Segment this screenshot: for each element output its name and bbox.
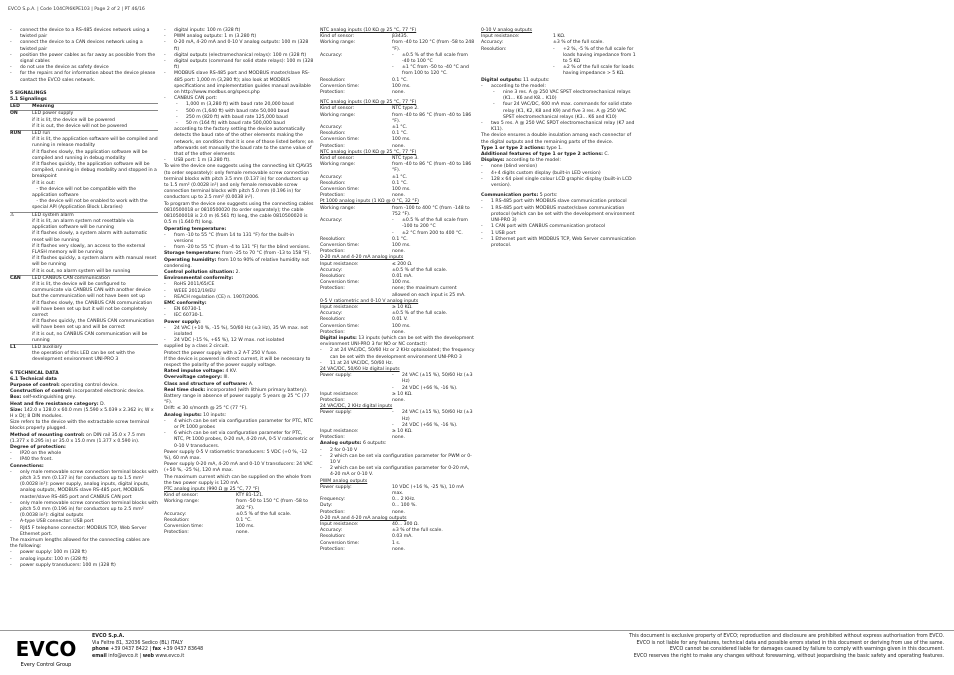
spec-heading: 0-5 V ratiometric and 0-10 V analog inputs	[320, 298, 419, 304]
spec-row: Accuracy: ±3 % of the full scale.	[481, 40, 604, 46]
ai-note: The maximum current which can be supplied on the whole from the two power supply is 120 mA.	[164, 474, 312, 486]
list-item: - REACH regulation (CE) n. 1907/2006.	[164, 295, 314, 301]
spec-row: Protection: none.	[320, 90, 405, 96]
lengths-intro: The maximum lengths allowed for the connecting cables are the following:	[10, 538, 150, 550]
column-4	[481, 28, 636, 249]
paragraph: To program the device one suggests using the connecting cables 0810500018 or 0810500020 (to order separately); the cable 0810500018 is 2.0 m (6.561 ft) long, the cable 0810500020 is 0.5 m (1.640 ft) long.	[164, 201, 314, 226]
analog-inputs: Analog inputs: 10 inputs:	[164, 412, 227, 418]
list-item: - from -10 to 55 °C (from 14 to 131 °F) for the built-in versions	[164, 233, 314, 245]
list-item: - connect the device to a RS-485 devices network using a twisted pair	[10, 28, 158, 40]
spec-row: Working range: from -40 to 86 °C (from -40 to 186 °F).	[320, 162, 472, 174]
tech-item: Size: 142.0 x 128.0 x 60.0 mm (5.590 x 5.039 x 2.362 in; W x H x D); 8 DIN modules.	[10, 407, 154, 419]
list-item: - digital inputs: 100 m (328 ft)	[164, 28, 314, 34]
list-item: - from -20 to 55 °C (from -4 to 131 °F) for the blind versions.	[164, 245, 314, 251]
list-item: - for the repairs and for information about the device please contact the EVCO sales network.	[10, 71, 158, 83]
spec-row: Working range: from -40 to 120 °C (from -58 to 248 °F).	[320, 40, 475, 52]
digital-inputs: Digital inputs: 13 inputs (which can be set with the development environment UNI-PRO 3 for NO or NC contact):	[320, 335, 474, 348]
tech-item: Size refers to the device with the extractable screw terminal blocks properly plugged.	[10, 420, 150, 432]
list-item: - IP40 the front.	[10, 457, 158, 463]
spec-row: Resolution: 0.1 °C.	[320, 180, 408, 186]
list-item: - 11 at 24 VAC/DC, 50/60 Hz.	[320, 361, 475, 367]
spec-group	[320, 392, 475, 404]
spec-row: Resolution: 0.01 V.	[320, 317, 408, 323]
spec-group	[320, 305, 475, 336]
list-item: - PWM analog outputs: 1 m (3.280 ft)	[164, 34, 314, 40]
list-item: - according to the model:	[481, 84, 636, 90]
paragraph: To wire the device one suggests using the connecting kit CJAV35 (to order separately): only female removable screw connection terminal blocks with pitch 3.5 mm (0.137 in) for conductors up to 1.5 mm² (0.0028 in²) and only female removable screw connection terminal blocks with pitch 5.0 mm (0.196 in) for conductors up to 2.5 mm² (0.0038 in²).	[164, 164, 313, 201]
tech-item: Degree of protection:	[10, 445, 66, 450]
spec-group	[320, 237, 475, 256]
analog-outputs: Analog outputs: 6 outputs:	[320, 441, 387, 447]
tech-item: Construction of control: incorporated electronic device.	[10, 389, 145, 395]
spec-group	[320, 106, 475, 149]
storage-temp: Storage temperature: from -25 to 70 °C (from -13 to 158 °F).	[164, 251, 311, 257]
list-item: - 2 at 24 VAC/DC, 50/60 Hz or 2 KHz optoisolated; the frequency can be set with the development environment UNI-PRO 3	[320, 348, 475, 360]
ptc-specs	[164, 493, 314, 536]
spec-row: Working range: from -100 to 400 °C (from -148 to 752 °F).	[320, 205, 470, 217]
list-item: - 1,000 m (3,280 ft) with baud rate 20,000 baud	[164, 102, 314, 108]
list-item: - 24 VAC (+10 %, -15 %), 50/60 Hz (±3 Hz), 35 VA max. not isolated	[164, 326, 314, 338]
power-note: If the device is powered in direct current, it will be necessary to respect the polarity of the power supply voltage.	[164, 356, 311, 368]
spec-row: Kind of sensor: NTC type 2.	[320, 106, 419, 112]
tech-item: Method of mounting control: on DIN rail 35.0 x 7.5 mm (1.377 x 0.295 in) or 35.0 x 15.0 mm (1.377 x 0.590 in).	[10, 432, 146, 444]
list-item: - 128 x 64 pixel single colour LCD graphic display (built-in LCD version).	[481, 177, 636, 189]
spec-row: Protection: none.	[320, 193, 405, 199]
company-address: EVCO S.p.A. Via Feltre 81, 32036 Sedico (BL) ITALY phone +39 0437 8422 | fax +39 0437 83648 email info@evco.it | web www.evco.it	[92, 634, 204, 659]
section-heading: 6 TECHNICAL DATA	[10, 370, 59, 376]
spec-row: Protection: none.	[320, 143, 405, 149]
led-row: CAN LED CANBUS CAN communication if it is lit, the device will be configured to communicate via CANBUS CAN with another device but the communication will not have been set up if it flashes slowly, the CANBUS CAN communication will have been set up but it will not be completely correct if it flashes quickly, the CANBUS CAN communication will have been set up and will be correct if it is out, no CANBUS CAN communication will be running	[10, 275, 158, 344]
spec-row: Frequency: 0... 2 KHz.	[320, 497, 416, 503]
spec-row: Resolution: 0.1 °C.	[320, 236, 408, 242]
led-row: ON LED power supply if it is lit, the device will be powered if it is out, the device will not be powered	[10, 110, 158, 130]
spec-row: Resolution: 0.01 mA.	[320, 273, 413, 279]
list-item: - two 5 res. A @ 250 VAC SPDT electromechanical relay (K7 and K11).	[481, 121, 636, 133]
spec-row: Conversion time: 1 s.	[320, 540, 401, 546]
spec-row: Protection: none; the maximum current allowed on each input is 25 mA.	[320, 286, 466, 298]
list-item: - MODBUS slave RS-485 port and MODBUS master/slave RS-485 port: 1,000 m (3,280 ft); also look at MODBUS specifications and implementation guides manual available on http://www.modbus.org/specs.php	[164, 71, 314, 96]
spec-row: Input resistance: 40... 300 Ω.	[320, 522, 419, 528]
list-item: - A-type USB connector: USB port	[10, 519, 158, 525]
overvoltage: Overvoltage category: III.	[164, 375, 229, 381]
spec-row: Conversion time: 100 ms.	[320, 280, 411, 286]
spec-group	[320, 156, 475, 199]
spec-row: Resolution: - +2 %, -5 % of the full scale for loads having impedance from 1 to 5 KΩ - ±2 % of the full scale for loads having impedance > 5 KΩ.	[481, 47, 636, 78]
list-item: - 4 which can be set via configuration parameter for PTC, NTC or Pt 1000 probes	[164, 419, 314, 431]
spec-row: Input resistance: ≥ 10 KΩ.	[320, 391, 413, 397]
spec-heading: NTC analog inputs (10 KΩ @ 25 °C, 77 °F)	[320, 149, 417, 155]
list-item: - 1 CAN port with CANBUS communication protocol	[481, 224, 636, 230]
spec-heading: PWM analog outputs	[320, 478, 368, 484]
list-item: - 2 which can be set via configuration parameter for PWM or 0-10 V	[320, 454, 475, 466]
list-item: - 0-20 mA, 4-20 mA and 0-10 V analog outputs: 100 m (328 ft)	[164, 40, 314, 52]
list-item: - USB port: 1 m (3.280 ft).	[164, 158, 314, 164]
spec-heading: 24 VAC/DC, 2 KHz digital inputs	[320, 404, 393, 410]
spec-row: Conversion time: 100 ms.	[320, 323, 411, 329]
ai-note: Power supply 0-20 mA, 4-20 mA and 0-10 V transducers: 24 VAC (+50 %, -25 %), 120 mA max.	[164, 462, 313, 474]
spec-row: Resolution: 0.1 °C.	[164, 518, 252, 524]
spec-row: Input resistance: ≥ 10 KΩ.	[320, 429, 413, 434]
list-item: - WEEE 2012/19/EU	[164, 289, 314, 295]
spec-row: Accuracy: ±3 % of the full scale.	[320, 528, 443, 534]
list-item: - 6 which can be set via configuration parameter for PTC, NTC, Pt 1000 probes, 0-20 mA, 4-20 mA, 0-5 V ratiometric or 0-10 V transducers.	[164, 431, 314, 450]
list-item: - only male removable screw connection terminal blocks with pitch 5.0 mm (0.196 in) for conductors up to 2.5 mm² (0.0038 in²): digital outputs	[10, 501, 158, 520]
spec-row: Conversion time: 100 ms.	[164, 524, 255, 530]
list-item: - digital outputs (electromechanical relays): 100 m (328 ft)	[164, 53, 314, 59]
power-note: Protect the power supply with a 2 A-T 250 V fuse.	[164, 350, 278, 356]
power-label: Power supply:	[164, 319, 201, 325]
spec-row: Input resistance: ≤ 200 Ω.	[320, 261, 413, 267]
spec-row: Conversion time: 100 ms.	[320, 137, 411, 143]
impulse: Rated impulse voltage: 4 KV.	[164, 369, 237, 375]
spec-row: Accuracy: ±1 °C.	[320, 125, 408, 131]
intro-list	[10, 28, 158, 84]
spec-row: Working range: from -40 to 86 °C (from -40 to 186 °F).	[320, 112, 472, 124]
footer-divider	[0, 630, 954, 631]
list-item: - IEC 60730-1.	[164, 313, 314, 319]
list-item: - 1 USB port	[481, 231, 636, 237]
ptc-heading: PTC analog inputs (990 Ω @ 25 °C, 77 °F)	[164, 487, 260, 493]
env-label: Environmental conformity:	[164, 276, 234, 282]
comm-ports: Communication ports: 5 ports:	[481, 193, 558, 199]
list-item: - four 24 VAC/DC, 600 mA max. commands for solid state relay (K1, K2, K8 and K9) and five 3 res. A @ 250 VAC SPST electromechanical relays (K3... K6 and K10)	[481, 102, 636, 121]
svg-text:EVCO: EVCO	[15, 638, 77, 661]
spec-row: Accuracy: ±0.5 % of the full scale.	[164, 511, 292, 517]
spec-row: Resolution: 0.1 °C.	[320, 77, 408, 83]
can-note: according to the factory setting the device automatically detects the baud rate of the other elements making the network, on condition that it is one of those listed before; on afterwards set manually the baud rate to the same value of that of the other elements	[174, 127, 314, 158]
do-note: The device ensures a double insulation among each connector of the digital outputs and the remaining parts of the device.	[481, 133, 632, 145]
action-features: Additional features of type 1 or type 2 actions: C.	[481, 152, 610, 158]
spec-group	[320, 34, 475, 53]
list-item: - 24 VDC (-15 %, +65 %), 12 W max. not isolated	[164, 338, 314, 344]
list-item: - 50 m (164 ft) with baud rate 500,000 baud	[164, 121, 314, 127]
list-item: - 1 RS-485 port with MODBUS master/slave communication protocol (which can be set with the development environment UNI-PRO 3)	[481, 206, 636, 225]
led-row: ⚠ LED system alarm if it is lit, an alarm system not resettable via application software will be running if it flashes slowly, a system alarm with automatic reset will be running if it flashes very slowly, an access to the external FLASH memory will be running if it flashes quickly, a system alarm with manual reset will be running if it is out, no alarm system will be running	[10, 212, 157, 274]
spec-row: Conversion time: 100 ms.	[320, 187, 411, 193]
spec-heading: NTC analog inputs (10 KΩ @ 25 °C, 77 °F)	[320, 28, 417, 33]
list-item: - RoHS 2011/65/CE	[164, 282, 314, 288]
page-header: EVCO S.p.A. | Code 104CPI6KPE103 | Page 2 of 2 | PT 46/16	[8, 7, 145, 12]
connections-label: Connections:	[10, 463, 44, 469]
column-1	[10, 28, 158, 569]
spec-heading: 0-10 V analog outputs	[481, 28, 533, 33]
spec-heading: 24 VAC/DC, 50/60 Hz digital inputs	[320, 366, 400, 372]
column-3	[320, 28, 475, 553]
list-item: - only male removable screw connection terminal blocks with pitch 3.5 mm (0.137 in) for conductors up to 1.5 mm² (0.0028 in²): power supply, analog inputs, digital inputs, analog outputs, MODBUS slave RS-485 port, MODBUS master/slave RS-485 port and CANBUS CAN port	[10, 470, 158, 501]
spec-row: Resolution: 0.03 mA.	[320, 534, 413, 540]
rtc-note: Drift: ≤ 30 s/month @ 25 °C (77 °F).	[164, 406, 248, 412]
spec-row: Power supply: 10 VDC (+16 %, -25 %), 10 mA max.	[320, 484, 464, 497]
spec-row: Accuracy: ±0.5 % of the full scale.	[320, 267, 448, 273]
spec-row: Protection: none.	[320, 249, 405, 255]
rtc: Real time clock: incorporated (with lithium primary battery).	[164, 387, 308, 393]
spec-row: Resolution: 0.1 °C.	[320, 131, 408, 137]
spec-row: Input resistance: ≥ 10 KΩ.	[320, 304, 413, 310]
tech-item: Heat and fire resistance category: D.	[10, 401, 106, 407]
evco-logo	[10, 638, 82, 668]
list-item: - analog inputs: 100 m (328 ft)	[10, 557, 158, 563]
list-item: - 250 m (820 ft) with baud rate 125,000 baud	[164, 115, 314, 121]
spec-row: Protection: none.	[320, 435, 405, 441]
list-item: - none (blind version)	[481, 164, 636, 170]
spec-row: Duty: 0... 100 %.	[320, 503, 417, 509]
list-item: - digital outputs (command for solid state relays): 100 m (328 ft)	[164, 59, 314, 71]
humidity: Operating humidity: from 10 to 90% of relative humidity not condensing.	[164, 257, 310, 269]
led-row: L1 LED auxiliary the operation of this LED can be set with the development environment UNI-PRO 3	[10, 344, 158, 364]
list-item: - CANBUS CAN port:	[164, 96, 314, 102]
tech-item: Box: self-extinguishing grey.	[10, 395, 76, 401]
list-item: - 1 Ethernet port with MODBUS TCP, Web Server communication protocol.	[481, 237, 636, 249]
spec-row: Protection: none.	[320, 546, 405, 552]
spec-group	[320, 262, 475, 299]
spec-row: Conversion time: 100 ms.	[320, 242, 411, 248]
section-heading: 5 SIGNALINGS	[10, 90, 47, 96]
displays: Displays: according to the model:	[481, 158, 561, 164]
spec-group	[320, 522, 475, 553]
digital-outputs: Digital outputs: 11 outputs:	[481, 77, 550, 83]
spec-heading: Pt 1000 analog inputs (1 KΩ @ 0 °C, 32 °F)	[320, 199, 419, 205]
spec-row: Protection: none.	[320, 397, 405, 403]
spec-row: Power supply: - 24 VAC (±15 %), 50/60 Hz (±3 Hz) - 24 VDC (+66 %, -16 %).	[320, 410, 475, 429]
list-item: - connect the device to a CAN devices network using a twisted pair	[10, 40, 158, 52]
spec-row: Accuracy: ±0.5 % of the full scale.	[320, 311, 448, 317]
list-item: - RJ45 F telephone connector: MODBUS TCP, Web Server Ethernet port.	[10, 526, 158, 538]
spec-row: Working range: from -50 to 150 °C (from -58 to 302 °F).	[164, 499, 308, 511]
spec-row: Kind of sensor: β3435.	[320, 34, 409, 40]
list-item: - position the power cables as far away as possible from the signal cables	[10, 53, 158, 65]
tech-item: Purpose of control: operating control device.	[10, 382, 119, 388]
spec-heading: NTC analog inputs (10 KΩ @ 25 °C, 77 °F)	[320, 100, 417, 106]
subsection-heading: 6.1 Technical data	[10, 376, 57, 382]
svg-text:Every Control Group: Every Control Group	[20, 662, 72, 668]
spec-row: Accuracy: - ±0.5 % of the full scale from -40 to 100 °C - ±1 °C from -50 to -40 °C and from 100 to 120 °C.	[320, 53, 475, 78]
spec-group	[320, 206, 475, 218]
list-item: - 500 m (1,640 ft) with baud rate 50,000 baud	[164, 109, 314, 115]
spec-group	[320, 485, 475, 516]
disclaimer: This document is exclusive property of EVCO; reproduction and disclosure are prohibited without express authorisation from EVCO. EVCO is not liable for any features, technical data and possible errors stated in this document or deriving from use of the same. EVCO cannot be considered liable for damages caused by failure to comply with warnings given in this document. EVCO reserves the right to make any changes without forewarning, without jeopardising the basic safety and operating features.	[629, 634, 944, 659]
list-item: - nine 3 res. A @ 250 VAC SPST electromechanical relays (K1... K6 and K8... K10)	[481, 90, 636, 102]
op-temp-label: Operating temperature:	[164, 226, 227, 232]
spec-row: Accuracy: - ±0.5 % of the full scale from -100 to 200 °C - ±2 °C from 200 to 400 °C.	[320, 218, 475, 237]
list-item: - EN 60730-1	[164, 307, 314, 313]
ai-note: Power supply 0-5 V ratiometric transducers: 5 VDC (+0 %, -12 %), 60 mA max.	[164, 449, 308, 462]
spec-heading: 0-20 mA and 4-20 mA analog outputs	[320, 515, 407, 521]
list-item: - IP20 on the whole	[10, 451, 158, 457]
spec-heading: 0-20 mA and 4-20 mA analog inputs	[320, 255, 404, 261]
spec-row: Power supply: - 24 VAC (±15 %), 50/60 Hz (±3 Hz) - 24 VDC (+66 %, -16 %).	[320, 373, 475, 392]
table-header-cell: Meaning	[32, 104, 55, 110]
led-row: RUN LED run if it is lit, the application software will be compiled and running in release modality if it flashes slowly, the application software will be compiled and running in debug modality if it flashes quickly, the application software will be compiled, running in debug modality and stopped in a breakpoint if it is out: - the device will not be compatible with the application software - the device will not be enabled to work with the special API (Application Block Libraries)	[10, 131, 158, 211]
subsection-heading: 5.1 Signalings	[10, 97, 47, 103]
action-type: Type 1 or type 2 actions: type 1.	[481, 145, 563, 151]
list-item: - 4+4 digits custom display (built-in LED version)	[481, 171, 636, 177]
list-item: - power supply: 100 m (328 ft)	[10, 550, 158, 556]
led-table	[10, 110, 158, 363]
led-table-header	[10, 103, 158, 110]
spec-row: Kind of sensor: KTY 81-121.	[164, 493, 264, 499]
spec-row: Protection: none.	[164, 530, 249, 536]
emc-label: EMC conformity:	[164, 300, 207, 306]
list-item: - 2 for 0-10 V	[320, 448, 475, 454]
spec-row: Accuracy: ±1 °C.	[320, 174, 408, 180]
tech-data-list	[10, 383, 158, 451]
list-item: - 1 RS-485 port with MODBUS slave communication protocol	[481, 199, 636, 205]
spec-row: Protection: none.	[320, 329, 405, 335]
spec-row: Input resistance: 1 KΩ.	[481, 34, 566, 40]
table-header-cell: LED	[10, 104, 20, 110]
list-item: - 2 which can be set via configuration parameter for 0-20 mA, 4-20 mA or 0-10 V.	[320, 466, 475, 478]
spec-group	[481, 34, 636, 46]
power-note: supplied by a class 2 circuit.	[164, 344, 230, 350]
spec-group	[320, 429, 475, 441]
list-item: - power supply transducers: 100 m (328 ft)	[10, 563, 158, 569]
software-class: Class and structure of software: A.	[164, 381, 254, 387]
spec-row: Protection: none.	[320, 509, 405, 515]
spec-group	[320, 78, 475, 97]
spec-row: Kind of sensor: NTC type 3.	[320, 156, 419, 162]
spec-row: Conversion time: 100 ms.	[320, 83, 411, 89]
pollution: Control pollution situation: 2.	[164, 269, 241, 275]
column-2	[164, 28, 314, 537]
rtc-note: Battery range in absence of power supply: 5 years @ 25 °C (77 °F).	[164, 393, 310, 406]
list-item: - do not use the device as safety device	[10, 65, 158, 71]
